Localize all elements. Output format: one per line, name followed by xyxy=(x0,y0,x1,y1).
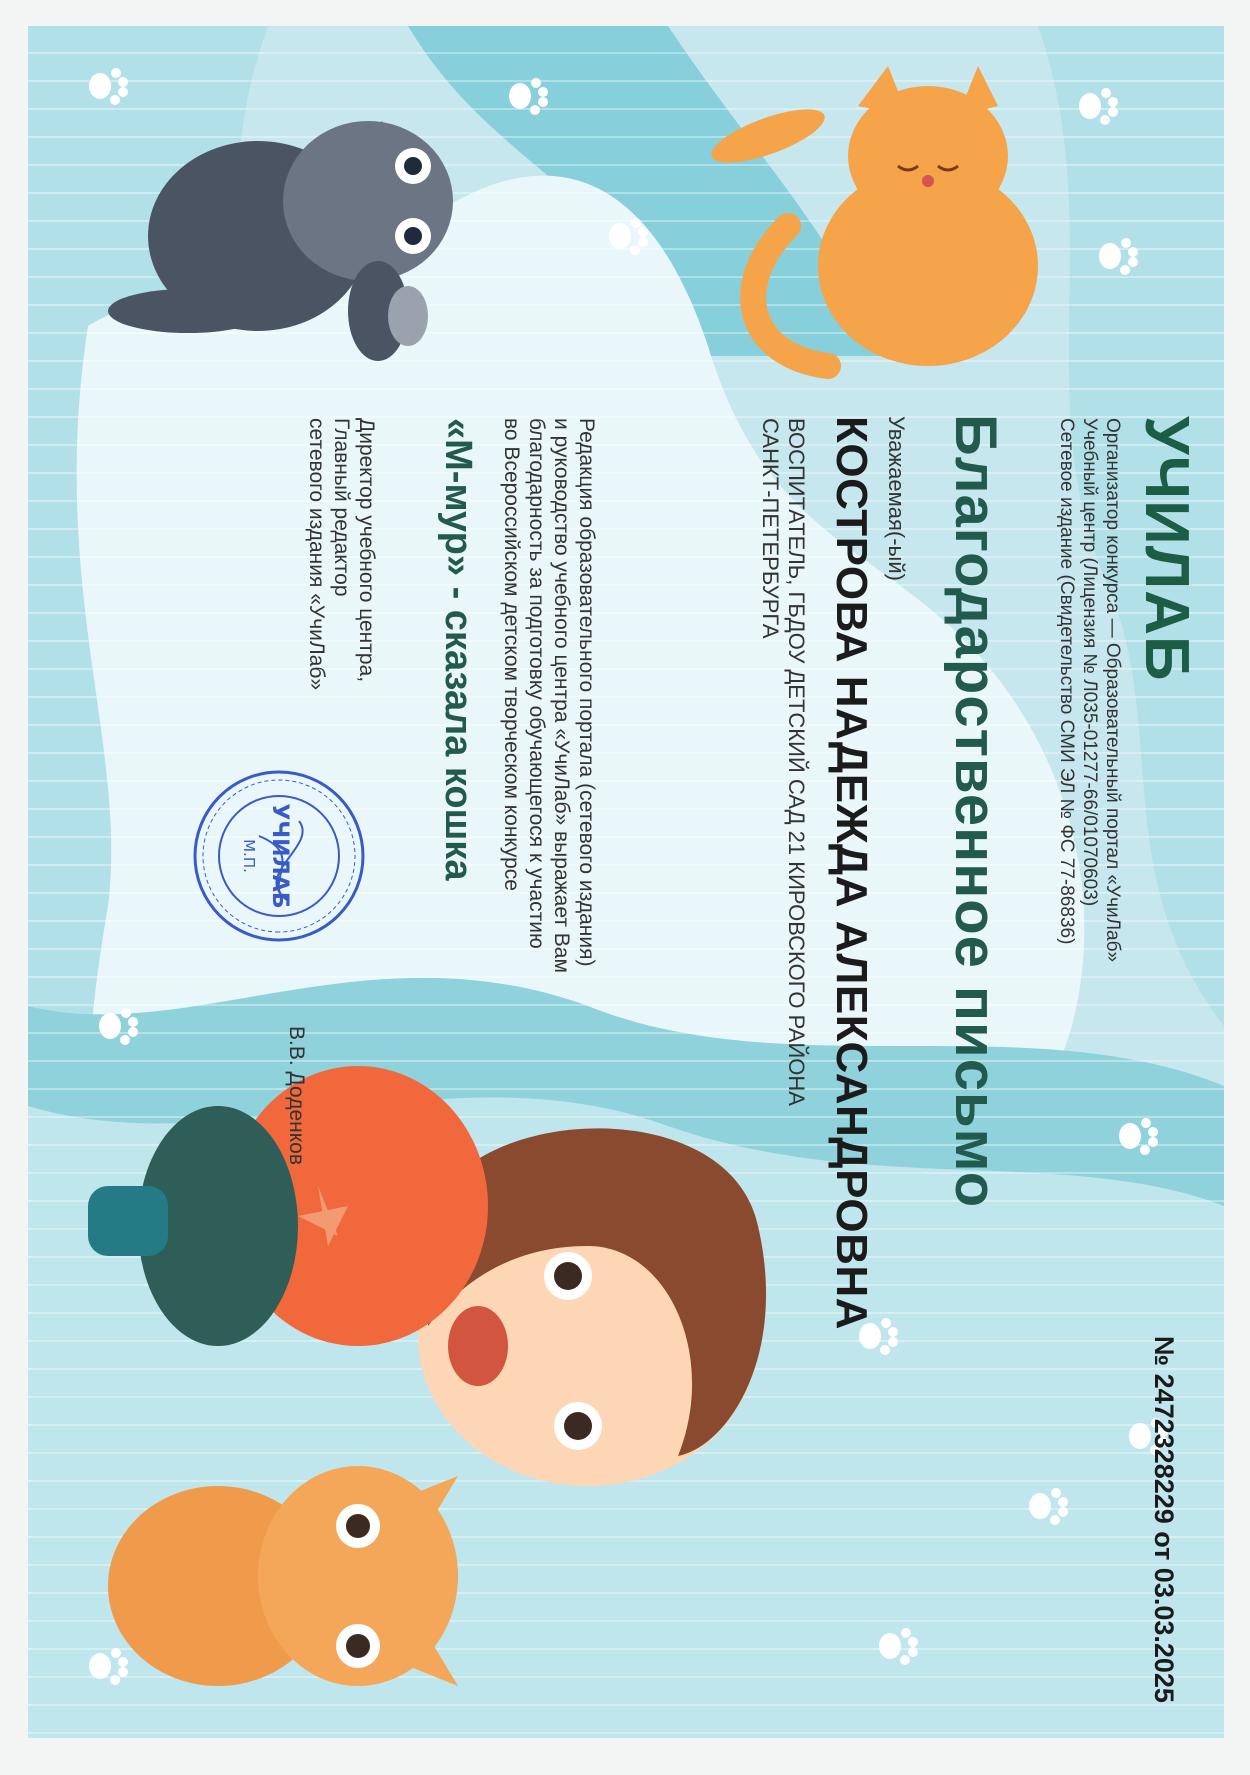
signature-block xyxy=(304,418,379,690)
body-line: и руководство учебного центра «УчиЛаб» выражает Вам xyxy=(550,418,573,973)
body-line: Редакция образовательного портала (сетевого издания) xyxy=(575,418,598,967)
position-line: САНКТ-ПЕТЕРБУРГА xyxy=(758,418,783,639)
position-line: ВОСПИТАТЕЛЬ, ГБДОУ ДЕТСКИЙ САД 21 КИРОВСКОГО РАЙОНА xyxy=(784,418,809,1106)
stamp-seal xyxy=(189,766,369,946)
certificate-sheet xyxy=(28,26,1224,1738)
organizer-info xyxy=(1055,418,1124,1118)
stamp-mp: М.П. xyxy=(240,839,258,873)
body-line: благодарность за подготовку обучающегося к участию xyxy=(525,418,548,949)
greeting: Уважаемая(-ый) xyxy=(884,416,909,581)
signature-line: Директор учебного центра, xyxy=(355,418,378,683)
signature-line: сетевого издания «УчиЛаб» xyxy=(305,418,328,691)
page-title: Благодарственное письмо xyxy=(943,414,1008,1209)
recipient-position xyxy=(757,418,809,1118)
stamp-center-text: УЧИЛАБ xyxy=(267,803,292,909)
body-line: во Всероссийском детском творческом конкурсе xyxy=(500,418,523,891)
rotated-content xyxy=(28,26,1224,1738)
contest-name: «М-мур» - сказала кошка xyxy=(437,418,479,881)
signatory-name: В.В. Доденков xyxy=(285,1026,308,1165)
organizer-line: Учебный центр (Лицензия № Л035-01277-66/01070603) xyxy=(1079,418,1100,907)
body-text xyxy=(499,418,599,1068)
signature-line: Главный редактор xyxy=(330,418,353,597)
document-number: № 2472328229 от 03.03.2025 xyxy=(1149,1336,1179,1703)
organizer-line: Организатор конкурса — Образовательный портал «УчиЛаб» xyxy=(1102,418,1123,963)
organizer-line: Сетевое издание (Свидетельство СМИ ЭЛ № ФС 77-86836) xyxy=(1056,418,1077,945)
recipient-name: КОСТРОВА НАДЕЖДА АЛЕКСАНДРОВНА xyxy=(827,416,876,1330)
brand-logo: УЧИЛАБ xyxy=(1132,416,1201,682)
